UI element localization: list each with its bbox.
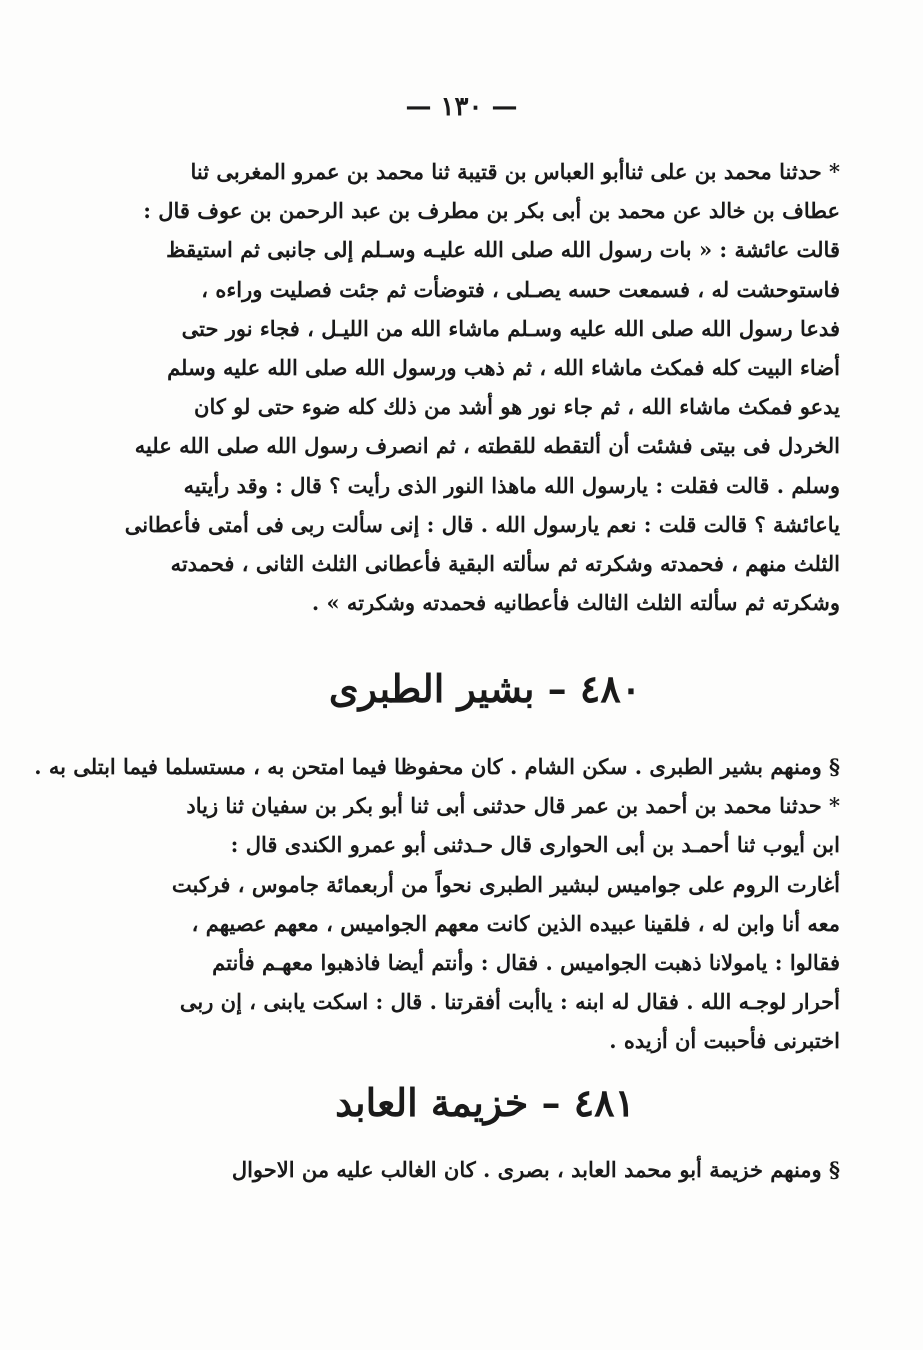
- text-line: وشكرته ثم سألته الثلث الثالث فأعطانيه فحمدته وشكرته » .: [311, 590, 840, 616]
- text-line: الخردل فى بيتى فشئت أن ألتقطه للقطته ، ثم انصرف رسول الله صلى الله عليه: [134, 433, 840, 459]
- text-line: يدعو فمكث ماشاء الله ، ثم جاء نور هو أشد من ذلك كله ضوء حتى لو كان: [194, 394, 840, 420]
- text-line: أغارت الروم على جواميس لبشير الطبرى نحواً من أربعمائة جاموس ، فركبت: [171, 871, 840, 897]
- text-line: § ومنهم بشير الطبرى . سكن الشام . كان محفوظا فيما امتحن به ، مستسلما فيما ابتلى به .: [34, 754, 840, 779]
- text-line: الثلث منهم ، فحمدته وشكرته ثم سألته البقية فأعطانى الثلث الثانى ، فحمدته: [170, 551, 840, 577]
- text-line: ياعائشة ؟ قالت قلت : نعم يارسول الله . قال : إنى سألت ربى فى أمتى فأعطانى: [124, 511, 840, 537]
- biography-paragraph-bashir: [34, 747, 840, 1061]
- text-line: اختبرنى فأحببت أن أزيده .: [609, 1028, 840, 1054]
- text-line: قالت عائشة : « بات رسول الله صلى الله عليـه وسـلم إلى جانبى ثم استيقظ: [166, 237, 840, 263]
- text-line: * حدثنا محمد بن أحمد بن عمر قال حدثنى أبى ثنا أبو بكر بن سفيان ثنا زياد: [186, 793, 840, 819]
- text-line: أضاء البيت كله فمكث ماشاء الله ، ثم ذهب ورسول الله صلى الله عليه وسلم: [167, 355, 840, 381]
- text-line: فقالوا : يامولانا ذهبت الجواميس . فقال : وأنتم أيضا فاذهبوا معهـم فأنتم: [212, 950, 840, 976]
- section-heading-481: ٤٨١ – خزيمة العابد: [335, 1080, 635, 1125]
- text-line: فاستوحشت له ، فسمعت حسه يصـلى ، فتوضأت ثم جئت فصليت وراءه ،: [201, 276, 840, 302]
- text-line: فدعا رسول الله صلى الله عليه وسـلم ماشاء الله من الليـل ، فجاء نور حتى: [181, 315, 840, 341]
- text-line: عطاف بن خالد عن محمد بن أبى بكر بن مطرف بن عبد الرحمن بن عوف قال :: [143, 198, 840, 224]
- hadith-paragraph-aisha: [124, 152, 840, 622]
- text-line: * حدثنا محمد بن على ثناأبو العباس بن قتيبة ثنا محمد بن عمرو المغربى ثنا: [190, 159, 840, 184]
- text-line: معه أنا وابن له ، فلقينا عبيده الذين كانت معهم الجواميس ، معهم عصيهم ،: [191, 910, 840, 936]
- page-number: — ١٣٠ —: [405, 92, 518, 122]
- text-line: § ومنهم خزيمة أبو محمد العابد ، بصرى . كان الغالب عليه من الاحوال: [231, 1157, 840, 1182]
- biography-paragraph-khuzayma: [130, 1150, 840, 1189]
- text-line: أحرار لوجـه الله . فقال له ابنه : ياأبت أفقرتنا . قال : اسكت يابنى ، إن ربى: [179, 989, 840, 1015]
- text-line: وسلم . قالت فقلت : يارسول الله ماهذا النور الذى رأيت ؟ قال : وقد رأيتيه: [183, 472, 840, 498]
- section-heading-480: ٤٨٠ – بشير الطبرى: [328, 666, 642, 711]
- text-line: ابن أيوب ثنا أحمـد بن أبى الحوارى قال حـدثنى أبو عمرو الكندى قال :: [230, 832, 840, 858]
